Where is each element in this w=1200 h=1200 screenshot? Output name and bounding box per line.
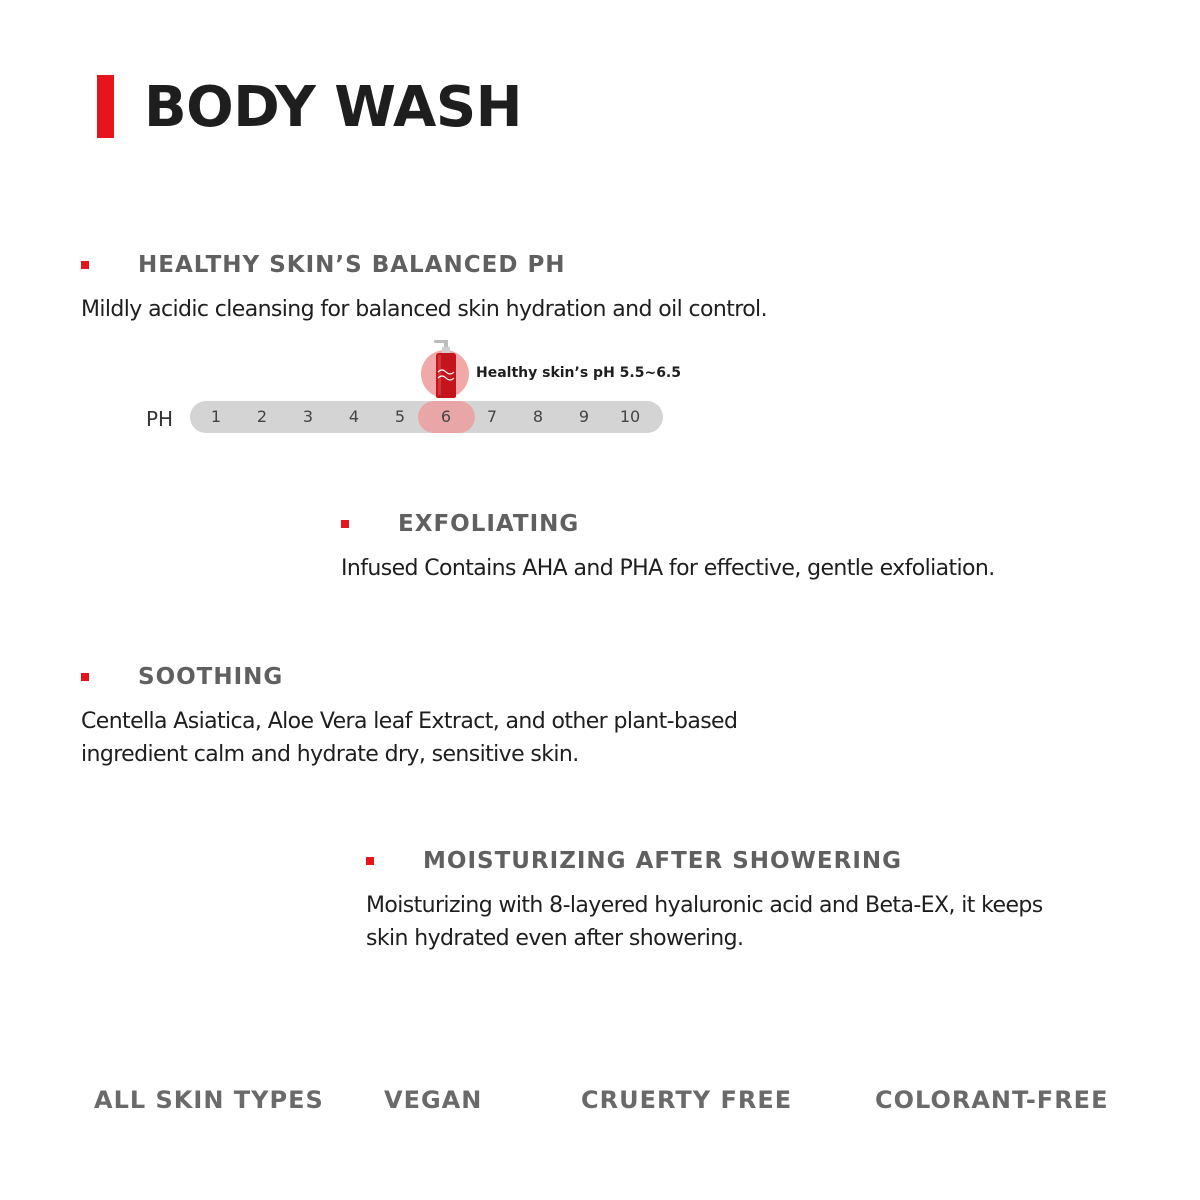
ph-number: 7	[486, 407, 498, 426]
section-description: Centella Asiatica, Aloe Vera leaf Extract, and other plant-based ingredient calm and hydrate dry, sensitive skin.	[81, 709, 738, 767]
page-title: BODY WASH	[144, 75, 523, 140]
ph-number: 4	[348, 407, 360, 426]
bullet-icon	[366, 857, 374, 865]
bullet-icon	[341, 520, 349, 528]
ph-number: 3	[302, 407, 314, 426]
product-bottle-icon	[426, 338, 466, 400]
section-title: SOOTHING	[138, 664, 284, 690]
ph-scale-label: PH	[146, 407, 174, 431]
section-title: HEALTHY SKIN’S BALANCED PH	[138, 252, 566, 278]
ph-number: 1	[210, 407, 222, 426]
ph-number: 9	[578, 407, 590, 426]
ph-number: 8	[532, 407, 544, 426]
badge-colorant-free: COLORANT-FREE	[875, 1086, 1109, 1114]
title-accent-bar	[97, 75, 114, 138]
badge-vegan: VEGAN	[384, 1086, 483, 1114]
section-exfoliating	[341, 509, 995, 585]
bullet-icon	[81, 673, 89, 681]
section-soothing	[81, 662, 737, 771]
ph-number: 2	[256, 407, 268, 426]
section-moisturizing	[366, 846, 1043, 955]
badge-cruelty-free: CRUERTY FREE	[581, 1086, 793, 1114]
healthy-ph-label: Healthy skin’s pH 5.5~6.5	[476, 365, 681, 381]
section-title: EXFOLIATING	[398, 511, 580, 537]
ph-number-highlighted: 6	[440, 407, 452, 426]
bullet-icon	[81, 261, 89, 269]
ph-number: 5	[394, 407, 406, 426]
section-description: Mildly acidic cleansing for balanced skin hydration and oil control.	[81, 297, 767, 322]
section-description: Infused Contains AHA and PHA for effective, gentle exfoliation.	[341, 556, 995, 581]
badge-all-skin-types: ALL SKIN TYPES	[94, 1086, 324, 1114]
ph-number: 10	[619, 407, 641, 426]
section-description: Moisturizing with 8-layered hyaluronic acid and Beta-EX, it keeps skin hydrated even after showering.	[366, 893, 1043, 951]
section-title: MOISTURIZING AFTER SHOWERING	[423, 848, 903, 874]
section-balanced-ph	[81, 250, 767, 326]
